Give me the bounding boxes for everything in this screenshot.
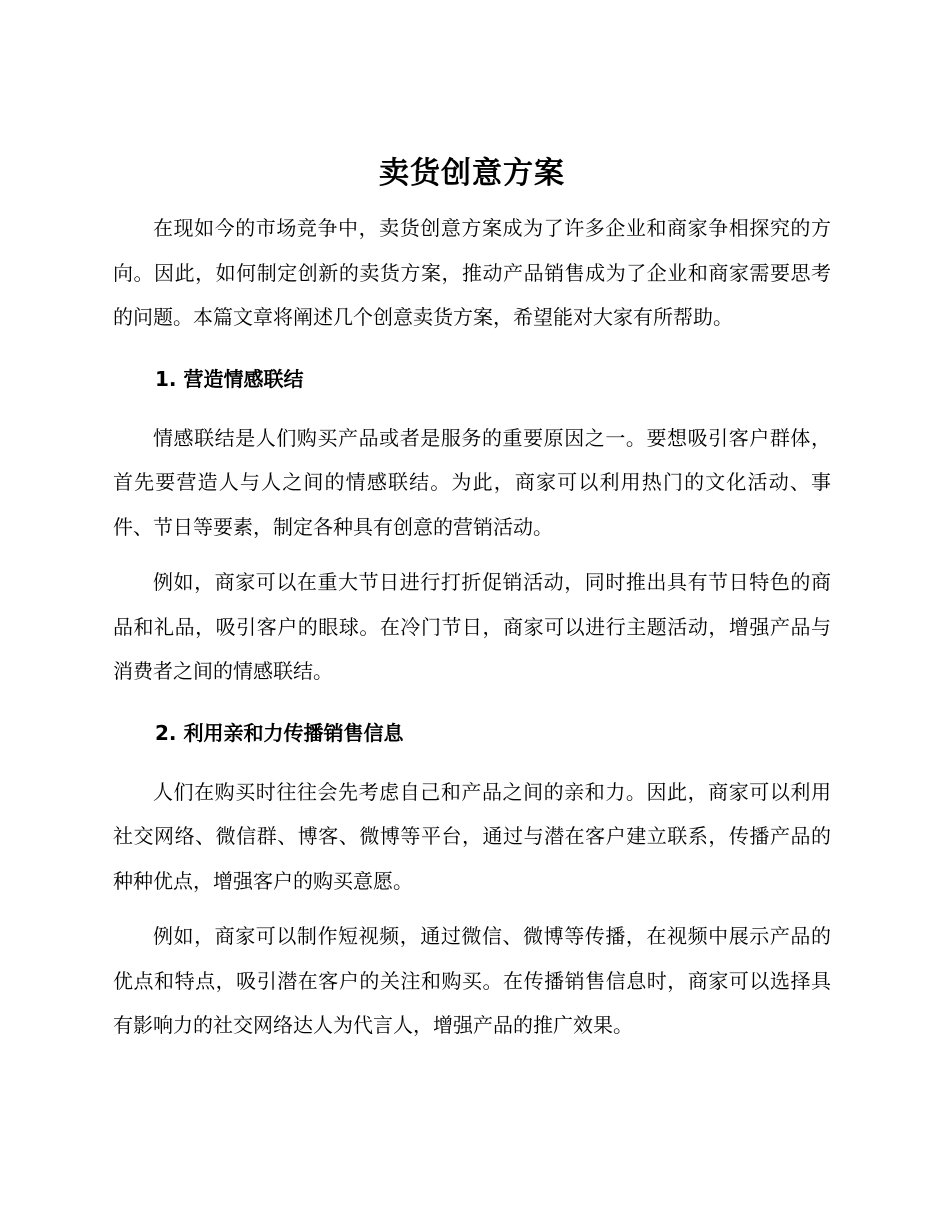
section-heading: 1. 营造情感联结 (155, 366, 304, 391)
section-heading: 2. 利用亲和力传播销售信息 (155, 720, 404, 745)
body-paragraph: 例如，商家可以在重大节日进行打折促销活动，同时推出具有节日特色的商品和礼品，吸引客户的眼球。在冷门节日，商家可以进行主题活动，增强产品与消费者之间的情感联结。 (113, 570, 831, 683)
intro-paragraph: 在现如今的市场竞争中，卖货创意方案成为了许多企业和商家争相探究的方向。因此，如何制定创新的卖货方案，推动产品销售成为了企业和商家需要思考的问题。本篇文章将阐述几个创意卖货方案，希望能对大家有所帮助。 (113, 216, 831, 329)
section-emotional-connection (113, 357, 831, 694)
section-affinity-marketing (113, 711, 831, 1048)
body-paragraph: 人们在购买时往往会先考虑自己和产品之间的亲和力。因此，商家可以利用社交网络、微信群、博客、微博等平台，通过与潜在客户建立联系，传播产品的种种优点，增强客户的购买意愿。 (113, 779, 831, 893)
document-body (113, 148, 831, 1048)
body-paragraph: 例如，商家可以制作短视频，通过微信、微博等传播，在视频中展示产品的优点和特点，吸引潜在客户的关注和购买。在传播销售信息时，商家可以选择具有影响力的社交网络达人为代言人，增强产品的推广效果。 (113, 924, 831, 1037)
document-title: 卖货创意方案 (379, 156, 565, 191)
body-paragraph: 情感联结是人们购买产品或者是服务的重要原因之一。要想吸引客户群体，首先要营造人与人之间的情感联结。为此，商家可以利用热门的文化活动、事件、节日等要素，制定各种具有创意的营销活动。 (113, 425, 831, 539)
